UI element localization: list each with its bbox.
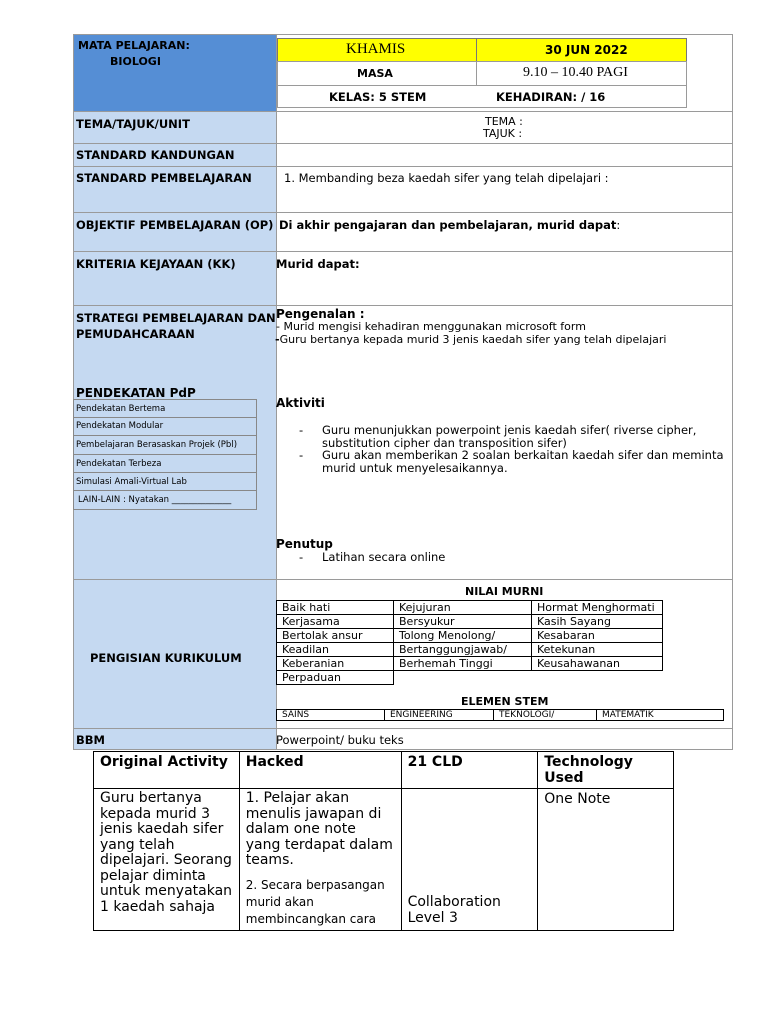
stem-cell: SAINS	[277, 710, 385, 721]
subject-value: BIOLOGI	[110, 55, 161, 68]
nilai-row	[277, 643, 663, 657]
aktiviti-dash-1: -	[299, 423, 304, 437]
nilai-cell: Hormat Menghormati	[532, 601, 663, 615]
activity-table	[93, 751, 674, 931]
nilai-cell: Keberanian	[277, 657, 394, 671]
hacked-step-2: 2. Secara berpasangan murid akan membincangkan cara	[245, 877, 385, 926]
pendekatan-title: PENDEKATAN PdP	[76, 386, 196, 400]
hacked-cell	[239, 789, 401, 931]
nilai-table	[276, 600, 663, 685]
pendekatan-item: Pendekatan Terbeza	[73, 454, 257, 473]
nilai-cell: Kejujuran	[394, 601, 532, 615]
op-label: OBJEKTIF PEMBELAJARAN (OP)	[76, 218, 274, 232]
aktiviti-dash-2: -	[299, 448, 304, 462]
op-value-text: Di akhir pengajaran dan pembelajaran, murid dapat	[279, 218, 617, 232]
original-activity-cell: Guru bertanya kepada murid 3 jenis kaedah sifer yang telah dipelajari. Seorang pelajar diminta untuk menyatakan 1 kaedah sahaja	[94, 789, 240, 931]
nilai-cell: Keusahawanan	[532, 657, 663, 671]
tema-line: TEMA :	[485, 115, 523, 128]
pengenalan-title: Pengenalan :	[276, 307, 365, 321]
pendekatan-item: Simulasi Amali-Virtual Lab	[73, 472, 257, 491]
aktiviti-item-1b: substitution cipher dan transposition sifer)	[322, 436, 567, 450]
sp-label: STANDARD PEMBELAJARAN	[76, 171, 252, 185]
nilai-cell: Perpaduan	[277, 671, 394, 685]
kk-value: Murid dapat:	[276, 257, 360, 271]
nilai-cell: Ketekunan	[532, 643, 663, 657]
stem-cell: MATEMATIK	[597, 710, 724, 721]
nilai-cell: Bersyukur	[394, 615, 532, 629]
class-text: KELAS: 5 STEM	[329, 90, 427, 104]
nilai-cell: Kesabaran	[532, 629, 663, 643]
aktiviti-title: Aktiviti	[276, 396, 325, 410]
kk-label: KRITERIA KEJAYAAN (KK)	[76, 257, 236, 271]
activity-header-row	[94, 752, 674, 789]
tema-label: TEMA/TAJUK/UNIT	[76, 117, 190, 131]
attendance-text: KEHADIRAN: / 16	[496, 90, 606, 104]
nilai-cell: Bertanggungjawab/	[394, 643, 532, 657]
op-value-colon: :	[616, 218, 621, 232]
stem-cell: ENGINEERING	[385, 710, 494, 721]
penutup-dash: -	[299, 550, 304, 564]
pendekatan-item: Pembelajaran Berasaskan Projek (Pbl)	[73, 435, 257, 455]
header-hacked: Hacked	[239, 752, 401, 789]
pendekatan-item: LAIN-LAIN : Nyatakan ______________	[73, 490, 257, 510]
stem-cell: TEKNOLOGI/	[494, 710, 597, 721]
strategi-label-line2: PEMUDAHCARAAN	[76, 327, 195, 341]
subject-label: MATA PELAJARAN:	[78, 39, 190, 52]
sk-value-cell	[276, 143, 733, 167]
aktiviti-item-1a: Guru menunjukkan powerpoint jenis kaedah sifer( riverse cipher,	[322, 423, 697, 437]
header-original-activity: Original Activity	[94, 752, 240, 789]
penutup-item-1: Latihan secara online	[322, 550, 446, 564]
strategi-label-line1: STRATEGI PEMBELAJARAN DAN	[76, 311, 276, 325]
aktiviti-item-2b: murid untuk menyelesaikannya.	[322, 461, 508, 475]
sk-label: STANDARD KANDUNGAN	[76, 148, 235, 162]
nilai-row	[277, 671, 663, 685]
time-value: 9.10 – 10.40 PAGI	[523, 65, 628, 80]
header-21cld: 21 CLD	[401, 752, 538, 789]
pengenalan-item-2	[275, 333, 666, 346]
pengenalan-item-2-text: Guru bertanya kepada murid 3 jenis kaedah sifer yang telah dipelajari	[279, 333, 667, 346]
bbm-value: Powerpoint/ buku teks	[276, 733, 404, 747]
nilai-cell: Bertolak ansur	[277, 629, 394, 643]
nilai-cell: Baik hati	[277, 601, 394, 615]
aktiviti-item-2a: Guru akan memberikan 2 soalan berkaitan kaedah sifer dan meminta	[322, 448, 724, 462]
nilai-cell: Kasih Sayang	[532, 615, 663, 629]
stem-title: ELEMEN STEM	[461, 695, 549, 708]
technology-cell: One Note	[538, 789, 674, 931]
pengenalan-item-1: - Murid mengisi kehadiran menggunakan microsoft form	[276, 320, 586, 333]
pendekatan-item: Pendekatan Modular	[73, 417, 257, 436]
nilai-row	[277, 629, 663, 643]
date-text: 30 JUN 2022	[545, 43, 628, 57]
nilai-row	[277, 601, 663, 615]
activity-row	[94, 789, 674, 931]
nilai-cell: Kerjasama	[277, 615, 394, 629]
op-value	[279, 218, 620, 232]
cld-cell: Collaboration Level 3	[401, 789, 538, 931]
nilai-row	[277, 615, 663, 629]
bbm-label: BBM	[76, 733, 105, 747]
penutup-title: Penutup	[276, 537, 333, 551]
kurikulum-label: PENGISIAN KURIKULUM	[90, 651, 242, 665]
sp-value: 1. Membanding beza kaedah sifer yang telah dipelajari :	[284, 171, 609, 185]
pengenalan-dash: -	[275, 333, 280, 346]
nilai-cell: Tolong Menolong/	[394, 629, 532, 643]
header-technology-used: Technology Used	[538, 752, 674, 789]
pendekatan-item: Pendekatan Bertema	[73, 399, 257, 418]
nilai-cell: Keadilan	[277, 643, 394, 657]
time-label: MASA	[357, 67, 393, 80]
nilai-title: NILAI MURNI	[465, 585, 544, 598]
nilai-row	[277, 657, 663, 671]
tajuk-line: TAJUK :	[483, 127, 523, 140]
stem-row	[277, 710, 724, 721]
hacked-step-1: 1. Pelajar akan menulis jawapan di dalam one note yang terdapat dalam teams.	[245, 790, 393, 868]
day-text: KHAMIS	[346, 41, 406, 57]
stem-table	[276, 709, 724, 721]
nilai-cell: Berhemah Tinggi	[394, 657, 532, 671]
